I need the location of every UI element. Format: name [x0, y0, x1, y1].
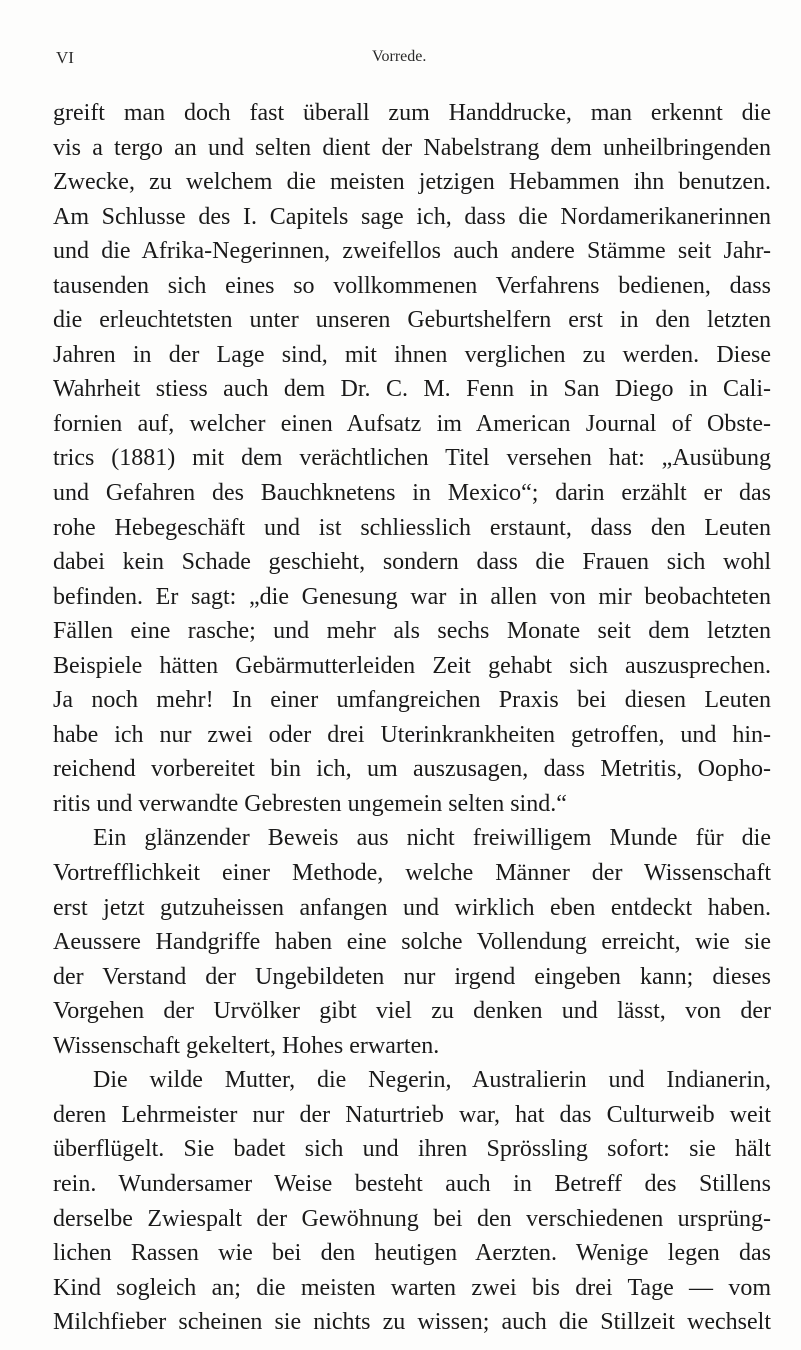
text-line: vis a tergo an und selten dient der Nabelstrang dem unheilbringenden [53, 134, 771, 161]
text-line: rein. Wundersamer Weise besteht auch in Betreff des Stillens [53, 1170, 771, 1197]
text-line: Vorgehen der Urvölker gibt viel zu denken und lässt, von der [53, 998, 771, 1025]
text-line: derselbe Zwiespalt der Gewöhnung bei den verschiedenen ursprüng- [53, 1205, 771, 1232]
text-line: Beispiele hätten Gebärmutterleiden Zeit gehabt sich auszusprechen. [53, 652, 771, 679]
text-line: Zwecke, zu welchem die meisten jetzigen Hebammen ihn benutzen. [53, 169, 771, 196]
text-line: deren Lehrmeister nur der Naturtrieb war, hat das Culturweib weit [53, 1101, 771, 1128]
text-line: rohe Hebegeschäft und ist schliesslich erstaunt, dass den Leuten [53, 514, 771, 541]
text-line: lichen Rassen wie bei den heutigen Aerzten. Wenige legen das [53, 1240, 771, 1267]
running-title: Vorrede. [372, 48, 427, 65]
text-line: Ein glänzender Beweis aus nicht freiwilligem Munde für die [93, 825, 771, 852]
text-line: befinden. Er sagt: „die Genesung war in allen von mir beobachteten [53, 583, 771, 610]
text-line: Aeussere Handgriffe haben eine solche Vollendung erreicht, wie sie [53, 929, 771, 956]
text-line: dabei kein Schade geschieht, sondern dass die Frauen sich wohl [53, 549, 771, 576]
text-line: greift man doch fast überall zum Handdrucke, man erkennt die [53, 100, 771, 126]
text-line: Milchfieber scheinen sie nichts zu wissen; auch die Stillzeit wechselt [53, 1309, 771, 1336]
text-line: Ja noch mehr! In einer umfangreichen Praxis bei diesen Leuten [53, 687, 771, 714]
text-line: Jahren in der Lage sind, mit ihnen verglichen zu werden. Diese [53, 341, 771, 368]
text-line: Wahrheit stiess auch dem Dr. C. M. Fenn in San Diego in Cali- [53, 376, 771, 403]
text-line: überflügelt. Sie badet sich und ihren Sprössling sofort: sie hält [53, 1136, 771, 1163]
text-line: und Gefahren des Bauchknetens in Mexico“; darin erzählt er das [53, 480, 771, 507]
text-line: reichend vorbereitet bin ich, um auszusagen, dass Metritis, Oopho- [53, 756, 771, 783]
text-line: der Verstand der Ungebildeten nur irgend eingeben kann; dieses [53, 963, 771, 990]
text-line: erst jetzt gutzuheissen anfangen und wirklich eben entdeckt haben. [53, 894, 771, 921]
page-number: VI [56, 48, 74, 67]
text-line: Kind sogleich an; die meisten warten zwei bis drei Tage — vom [53, 1274, 771, 1301]
text-line: fornien auf, welcher einen Aufsatz im American Journal of Obste- [53, 410, 771, 437]
text-line: trics (1881) mit dem verächtlichen Titel versehen hat: „Ausübung [53, 445, 771, 472]
text-line: Am Schlusse des I. Capitels sage ich, dass die Nordamerikanerinnen [53, 203, 771, 230]
text-line: Die wilde Mutter, die Negerin, Australierin und Indianerin, [93, 1067, 771, 1094]
running-head [52, 48, 770, 72]
text-line: Fällen eine rasche; und mehr als sechs Monate seit dem letzten [53, 618, 771, 645]
text-line: ritis und verwandte Gebresten ungemein selten sind.“ [53, 790, 567, 817]
text-line: Vortrefflichkeit einer Methode, welche Männer der Wissenschaft [53, 860, 771, 887]
text-line: Wissenschaft gekeltert, Hohes erwarten. [53, 1032, 440, 1059]
body-text [53, 96, 771, 1340]
text-line: und die Afrika-Negerinnen, zweifellos auch andere Stämme seit Jahr- [53, 238, 771, 265]
text-line: habe ich nur zwei oder drei Uterinkrankheiten getroffen, und hin- [53, 721, 771, 748]
text-line: die erleuchtetsten unter unseren Geburtshelfern erst in den letzten [53, 307, 771, 334]
text-line: tausenden sich eines so vollkommenen Verfahrens bedienen, dass [53, 272, 771, 299]
